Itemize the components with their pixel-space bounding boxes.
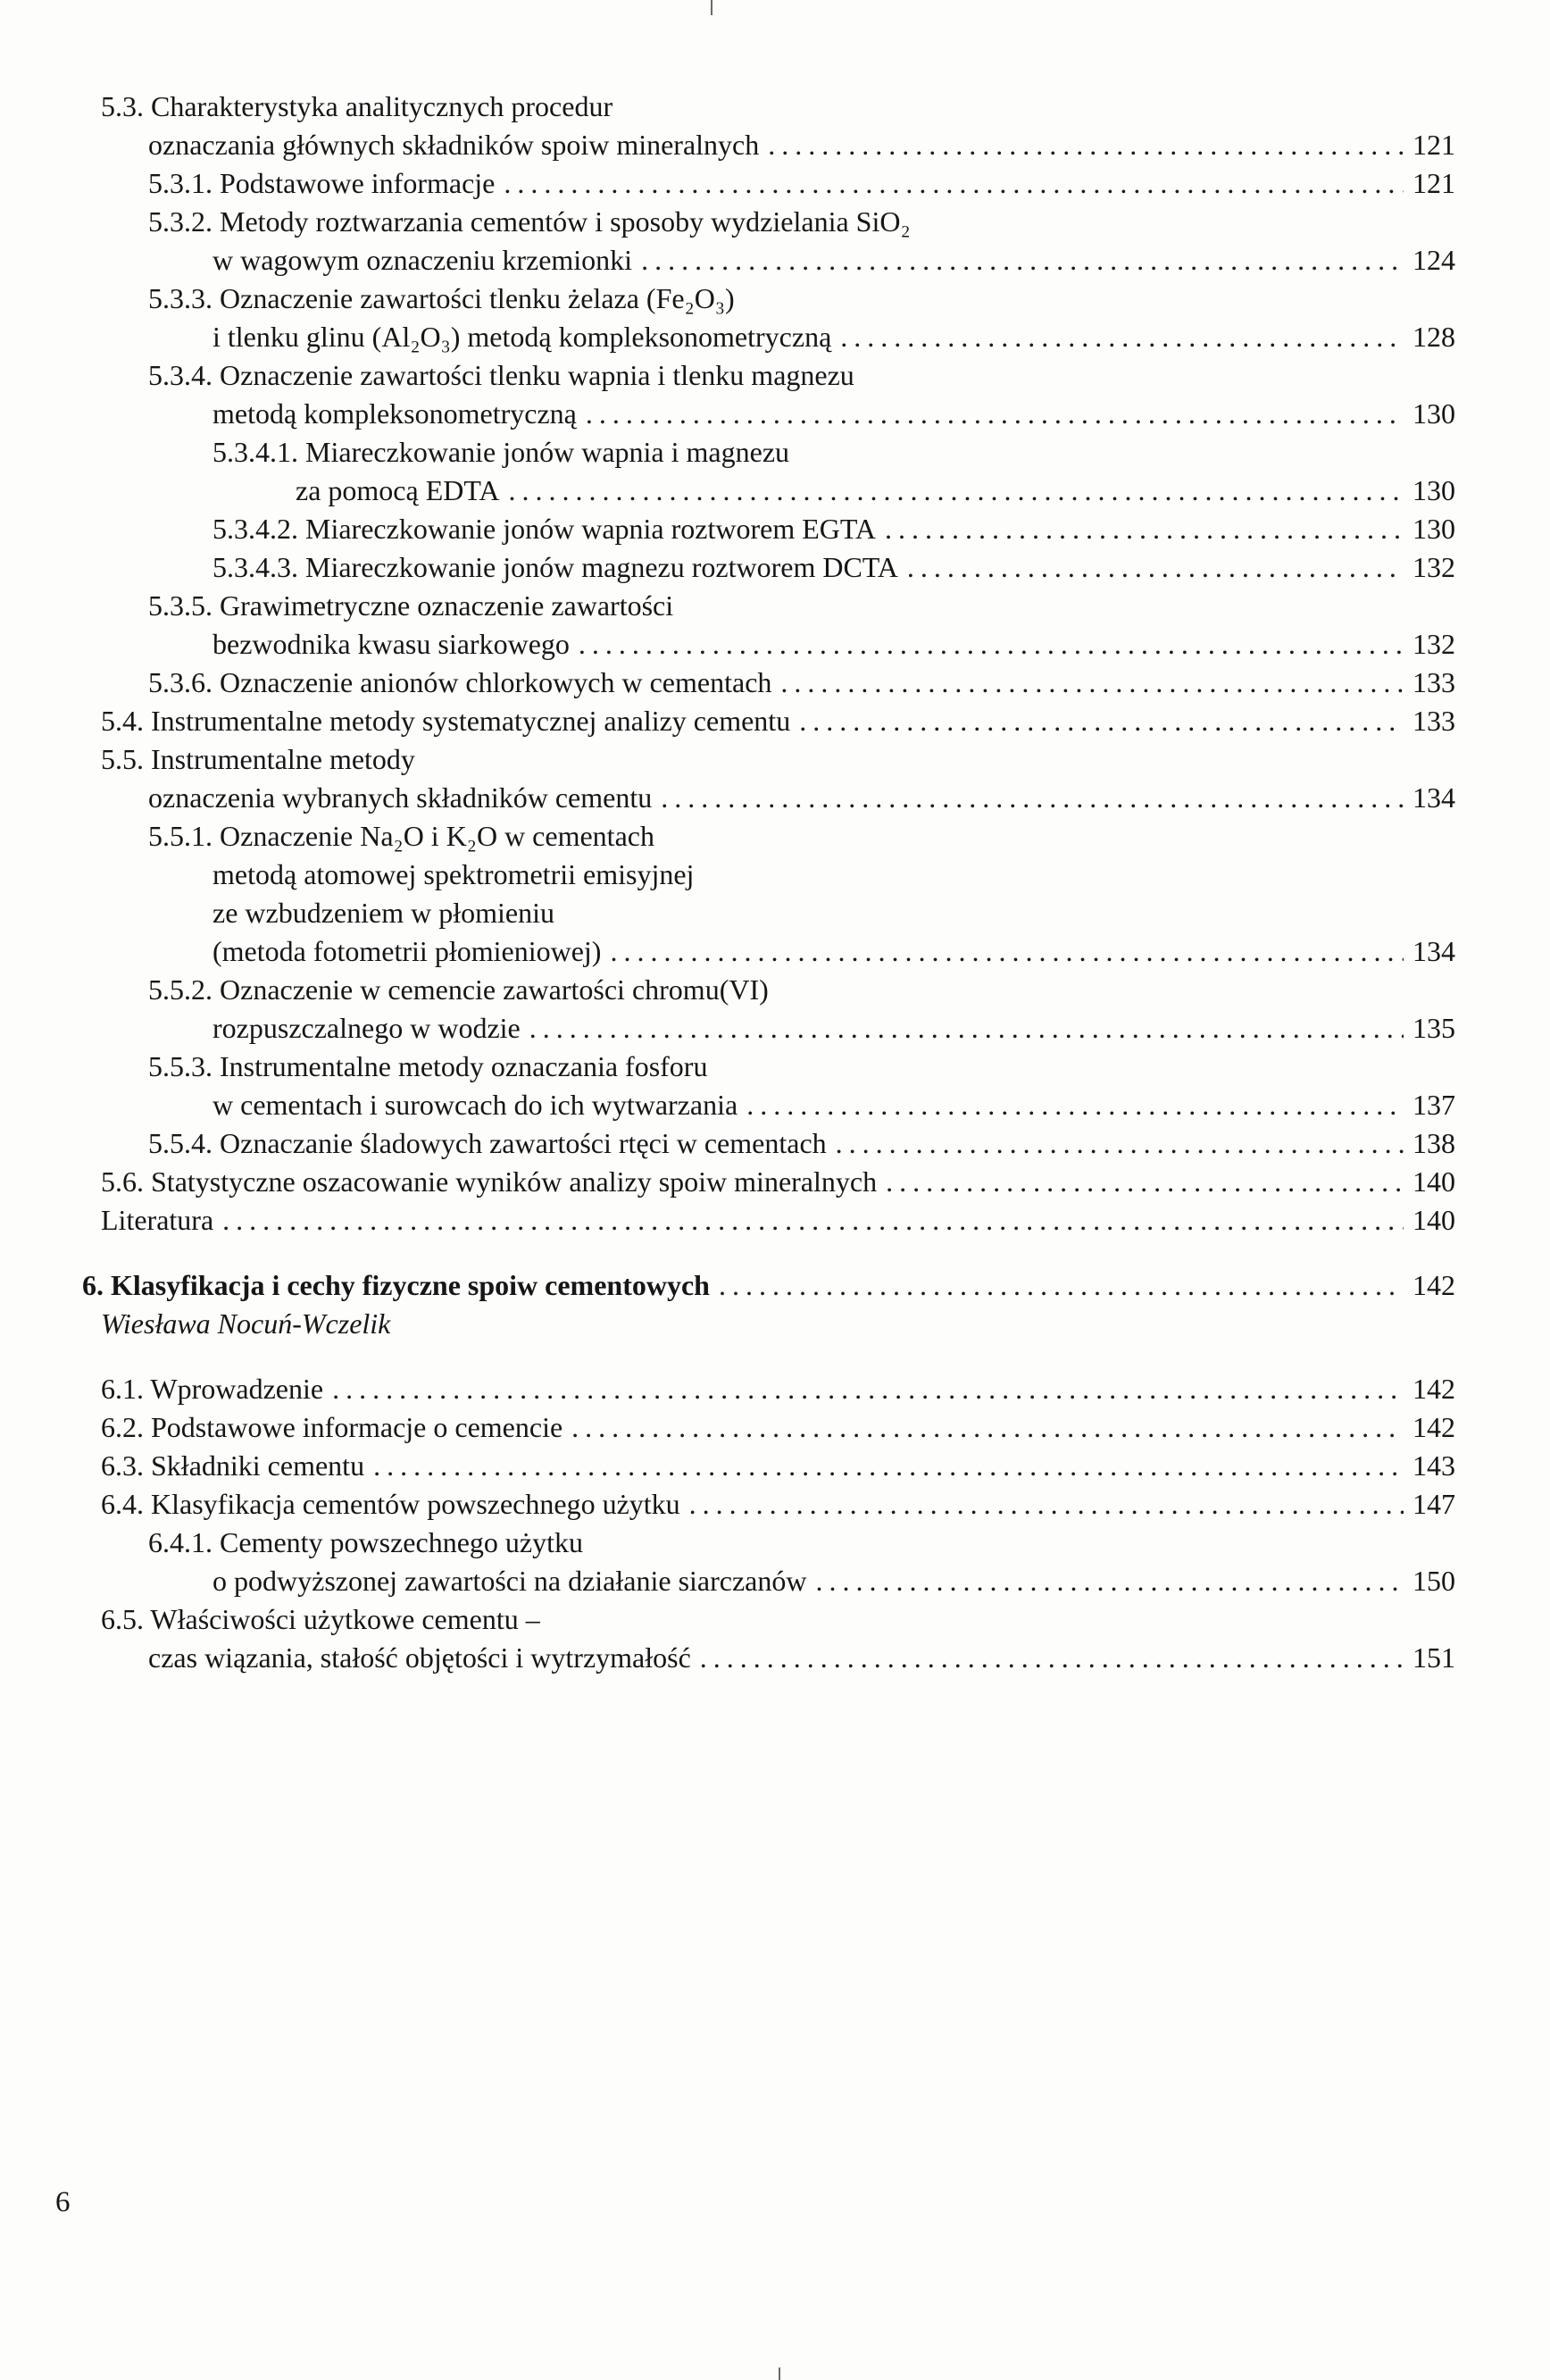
toc-entry-text: 6.5. Właściwości użytkowe cementu – xyxy=(101,1603,540,1635)
toc-entry xyxy=(0,1408,1455,1447)
toc-entry-page-number: 128 xyxy=(1412,321,1455,353)
toc-entry-page-number: 142 xyxy=(1412,1373,1455,1405)
toc-entry-page-number: 130 xyxy=(1412,513,1455,545)
dot-leader xyxy=(661,779,1404,817)
toc-entry xyxy=(0,126,1455,164)
toc-entry-page-number: 140 xyxy=(1412,1165,1455,1198)
toc-entry xyxy=(0,587,1455,625)
toc-entry-text: ze wzbudzeniem w płomieniu xyxy=(212,897,554,929)
toc-entry xyxy=(0,1266,1455,1305)
toc-entry-text: 5.3.5. Grawimetryczne oznaczenie zawartości xyxy=(148,589,674,622)
toc-entry-page-number: 134 xyxy=(1412,781,1455,814)
toc-entry-page-number: 142 xyxy=(1412,1269,1455,1301)
toc-entry xyxy=(0,817,1455,856)
scan-artifact-top xyxy=(711,0,712,15)
toc-entry xyxy=(0,1447,1455,1485)
toc-entry-page-number: 138 xyxy=(1412,1127,1455,1159)
dot-leader xyxy=(768,126,1404,164)
toc-entry xyxy=(0,395,1455,433)
dot-leader xyxy=(504,164,1404,203)
toc-entry-text: 5.3. Charakterystyka analitycznych procedur xyxy=(101,90,613,122)
toc-entry xyxy=(0,472,1455,510)
toc-entry-text: 5.3.2. Metody roztwarzania cementów i sposoby wydzielania SiO₂ xyxy=(148,205,911,238)
toc-entry-page-number: 132 xyxy=(1412,551,1455,583)
toc-entry-text: o podwyższonej zawartości na działanie siarczanów xyxy=(212,1565,807,1597)
toc-entry-text: 6. Klasyfikacja i cechy fizyczne spoiw cementowych xyxy=(82,1269,710,1301)
toc-entry-text: 6.4. Klasyfikacja cementów powszechnego użytku xyxy=(101,1488,680,1520)
toc-entry xyxy=(0,1305,1455,1343)
toc-entry-page-number: 142 xyxy=(1412,1411,1455,1443)
toc-entry xyxy=(0,625,1455,664)
toc-entry-page-number: 134 xyxy=(1412,935,1455,967)
toc-entry-page-number: 130 xyxy=(1412,474,1455,506)
dot-leader xyxy=(222,1201,1404,1240)
toc-entry-text: 6.1. Wprowadzenie xyxy=(101,1373,324,1405)
toc-entry-text: 5.6. Statystyczne oszacowanie wyników analizy spoiw mineralnych xyxy=(101,1165,878,1198)
dot-leader xyxy=(719,1266,1404,1305)
toc-entry-page-number: 133 xyxy=(1412,705,1455,737)
toc-entry-page-number: 151 xyxy=(1412,1641,1455,1674)
toc-entry-text: w wagowym oznaczeniu krzemionki xyxy=(212,244,633,276)
dot-leader xyxy=(799,702,1404,740)
toc-entry xyxy=(0,1048,1455,1086)
toc-entry xyxy=(0,740,1455,779)
dot-leader xyxy=(641,241,1404,280)
toc-entry-text: rozpuszczalnego w wodzie xyxy=(212,1012,521,1044)
toc-entry-page-number: 140 xyxy=(1412,1204,1455,1236)
toc-entry xyxy=(0,1562,1455,1600)
toc-entry-text: metodą atomowej spektrometrii emisyjnej xyxy=(212,858,695,890)
dot-leader xyxy=(836,1124,1404,1163)
toc-entry-text: za pomocą EDTA xyxy=(296,474,500,506)
dot-leader xyxy=(886,1163,1404,1201)
toc-entry xyxy=(0,932,1455,971)
toc-entry xyxy=(0,433,1455,472)
toc-entry xyxy=(0,664,1455,702)
toc-entry xyxy=(0,856,1455,894)
toc-entry xyxy=(0,1639,1455,1677)
toc-entry-page-number: 124 xyxy=(1412,244,1455,276)
dot-leader xyxy=(746,1086,1404,1124)
toc-entry-page-number: 132 xyxy=(1412,628,1455,660)
toc-entry xyxy=(0,894,1455,932)
dot-leader xyxy=(610,932,1404,971)
toc-entry-page-number: 121 xyxy=(1412,167,1455,199)
toc-entry-text: oznaczania głównych składników spoiw mineralnych xyxy=(148,129,760,161)
dot-leader xyxy=(815,1562,1404,1600)
toc-entry xyxy=(0,510,1455,548)
toc-entry-page-number: 143 xyxy=(1412,1449,1455,1482)
toc-entry-text: oznaczenia wybranych składników cementu xyxy=(148,781,653,814)
toc-entry-text: 6.3. Składniki cementu xyxy=(101,1449,365,1482)
toc-entry xyxy=(0,88,1455,126)
toc-entry-text: i tlenku glinu (Al₂O₃) metodą kompleksonometryczną xyxy=(212,321,832,353)
dot-leader xyxy=(885,510,1404,548)
toc-entry xyxy=(0,1086,1455,1124)
toc-entry xyxy=(0,1124,1455,1163)
toc-entry-page-number: 147 xyxy=(1412,1488,1455,1520)
toc-entry-page-number: 130 xyxy=(1412,397,1455,430)
toc-entry-text: 5.5.2. Oznaczenie w cemencie zawartości chromu(VI) xyxy=(148,973,769,1006)
toc-entry-text: 5.5.1. Oznaczenie Na₂O i K₂O w cementach xyxy=(148,820,654,852)
toc-entry xyxy=(0,1524,1455,1562)
toc-entry xyxy=(0,356,1455,395)
dot-leader xyxy=(840,318,1404,356)
dot-leader xyxy=(571,1408,1404,1447)
toc-entry-text: 5.5. Instrumentalne metody xyxy=(101,743,415,775)
toc-entry-text: (metoda fotometrii płomieniowej) xyxy=(212,935,602,967)
toc-entry xyxy=(0,1600,1455,1639)
toc-entry xyxy=(0,971,1455,1009)
toc-entry xyxy=(0,1009,1455,1048)
toc-entry xyxy=(0,318,1455,356)
toc-entry-text: czas wiązania, stałość objętości i wytrzymałość xyxy=(148,1641,691,1674)
toc-entry-text: bezwodnika kwasu siarkowego xyxy=(212,628,570,660)
toc-entry xyxy=(0,241,1455,280)
dot-leader xyxy=(586,395,1404,433)
toc-entry-text: 5.3.4.3. Miareczkowanie jonów magnezu roztworem DCTA xyxy=(212,551,898,583)
toc-entry xyxy=(0,203,1455,241)
toc-entry-text: 5.4. Instrumentalne metody systematycznej analizy cementu xyxy=(101,705,791,737)
dot-leader xyxy=(529,1009,1404,1048)
dot-leader xyxy=(508,472,1404,510)
page-number-footer: 6 xyxy=(55,2186,71,2218)
toc-entry xyxy=(0,779,1455,817)
toc-entry-text: 6.4.1. Cementy powszechnego użytku xyxy=(148,1526,583,1558)
toc-entry-text: 5.3.6. Oznaczenie anionów chlorkowych w cementach xyxy=(148,666,772,698)
dot-leader xyxy=(332,1370,1404,1408)
toc-entry-text: 5.3.4. Oznaczenie zawartości tlenku wapnia i tlenku magnezu xyxy=(148,359,854,391)
toc-entry-text: w cementach i surowcach do ich wytwarzania xyxy=(212,1089,738,1121)
toc-entry-text: 5.3.4.2. Miareczkowanie jonów wapnia roztworem EGTA xyxy=(212,513,876,545)
toc-entry xyxy=(0,164,1455,203)
toc-entry-text: Literatura xyxy=(101,1204,214,1236)
toc-entry-text: metodą kompleksonometryczną xyxy=(212,397,577,430)
toc-entry xyxy=(0,280,1455,318)
toc-entry-text: 6.2. Podstawowe informacje o cemencie xyxy=(101,1411,563,1443)
toc-entry-text: 5.5.3. Instrumentalne metody oznaczania fosforu xyxy=(148,1050,708,1082)
dot-leader xyxy=(689,1485,1404,1524)
toc-entry-page-number: 137 xyxy=(1412,1089,1455,1121)
dot-leader xyxy=(780,664,1404,702)
toc-entry-text: 5.3.1. Podstawowe informacje xyxy=(148,167,496,199)
toc-entry-text: 5.3.4.1. Miareczkowanie jonów wapnia i magnezu xyxy=(212,436,790,468)
toc-entry-page-number: 135 xyxy=(1412,1012,1455,1044)
toc-entry xyxy=(0,1370,1455,1408)
dot-leader xyxy=(907,548,1404,587)
toc-entry-text: 5.3.3. Oznaczenie zawartości tlenku żelaza (Fe₂O₃) xyxy=(148,282,735,314)
toc-entry xyxy=(0,548,1455,587)
toc-entry-page-number: 121 xyxy=(1412,129,1455,161)
toc-entry-page-number: 133 xyxy=(1412,666,1455,698)
toc-entry-page-number: 150 xyxy=(1412,1565,1455,1597)
dot-leader xyxy=(700,1639,1404,1677)
toc-entry-text: 5.5.4. Oznaczanie śladowych zawartości rtęci w cementach xyxy=(148,1127,827,1159)
toc-entry xyxy=(0,702,1455,740)
toc-entry xyxy=(0,1485,1455,1524)
toc-entry xyxy=(0,1201,1455,1240)
table-of-contents xyxy=(0,88,1550,1677)
scan-artifact-bottom xyxy=(779,2367,780,2380)
toc-entry-text: Wiesława Nocuń-Wczelik xyxy=(101,1307,391,1340)
dot-leader xyxy=(373,1447,1404,1485)
toc-entry xyxy=(0,1163,1455,1201)
dot-leader xyxy=(579,625,1404,664)
